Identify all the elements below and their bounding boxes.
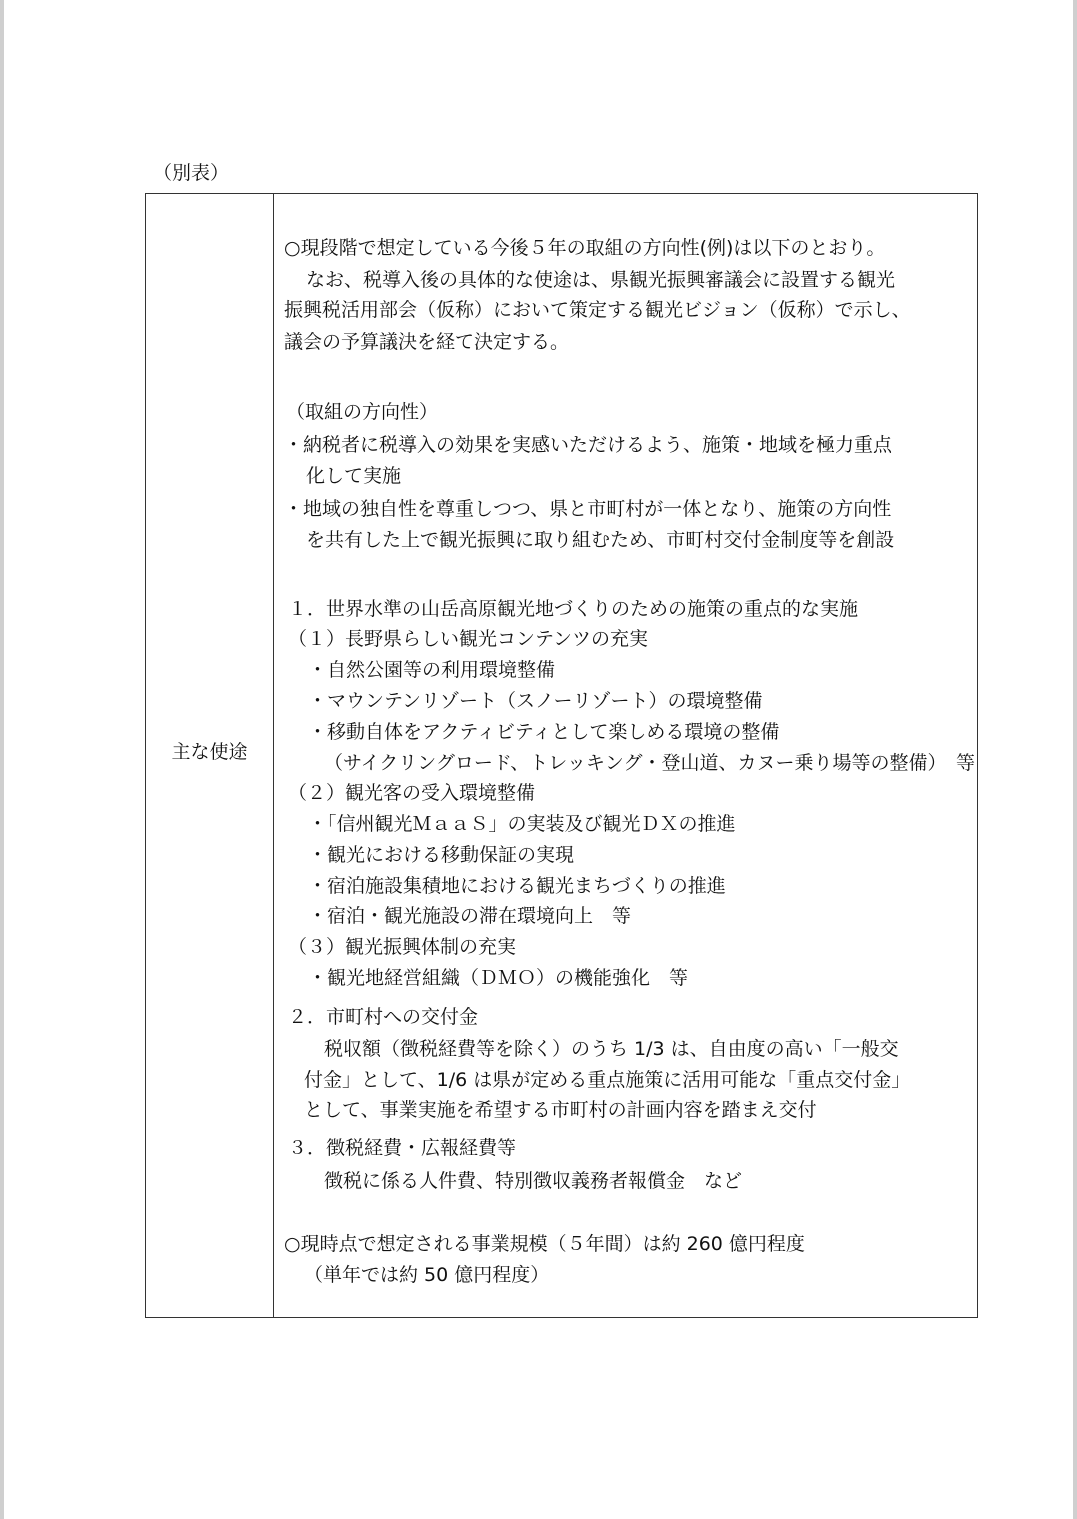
intro-line: 振興税活用部会（仮称）において策定する観光ビジョン（仮称）で示し、: [284, 299, 911, 321]
section2-line: 付金」として、1/6 は県が定める重点施策に活用可能な「重点交付金」: [304, 1069, 911, 1091]
page-edge-left: [0, 0, 4, 1519]
direction-line: ・納税者に税導入の効果を実感いただけるよう、施策・地域を極力重点: [284, 434, 893, 456]
section1-item: ・「信州観光ＭａａＳ」の実装及び観光ＤＸの推進: [308, 813, 736, 835]
section1-item-note: （サイクリングロード、トレッキング・登山道、カヌー乗り場等の整備） 等: [324, 752, 975, 774]
direction-line: を共有した上で観光振興に取り組むため、市町村交付金制度等を創設: [306, 529, 895, 551]
direction-heading: （取組の方向性）: [286, 401, 439, 423]
section3-line: 徴税に係る人件費、特別徴収義務者報償金 など: [324, 1170, 743, 1192]
intro-line: 議会の予算議決を経て決定する。: [284, 331, 570, 353]
section1-item: ・観光地経営組織（ＤＭＯ）の機能強化 等: [308, 967, 689, 989]
section1-item: ・自然公園等の利用環境整備: [308, 659, 556, 681]
section1-item: ・宿泊・観光施設の滞在環境向上 等: [308, 905, 632, 927]
section1-subheading: （１）長野県らしい観光コンテンツの充実: [288, 628, 649, 650]
intro-line: ○現段階で想定している今後５年の取組の方向性(例)は以下のとおり。: [284, 237, 886, 259]
usage-table: [145, 193, 978, 1318]
section2-heading: ２．市町村への交付金: [288, 1006, 479, 1028]
intro-line: なお、税導入後の具体的な使途は、県観光振興審議会に設置する観光: [306, 269, 896, 291]
section1-subheading: （３）観光振興体制の充実: [288, 936, 517, 958]
direction-line: ・地域の独自性を尊重しつつ、県と市町村が一体となり、施策の方向性: [284, 498, 892, 520]
section1-heading: １．世界水準の山岳高原観光地づくりのための施策の重点的な実施: [288, 598, 859, 620]
section2-line: として、事業実施を希望する市町村の計画内容を踏まえ交付: [304, 1099, 817, 1121]
section2-line: 税収額（徴税経費等を除く）のうち 1/3 は、自由度の高い「一般交: [324, 1038, 899, 1060]
column-divider: [273, 194, 274, 1317]
section1-subheading: （２）観光客の受入環境整備: [288, 782, 536, 804]
page-edge-right: [1073, 0, 1077, 1519]
scale-line: ○現時点で想定される事業規模（５年間）は約 260 億円程度: [284, 1233, 805, 1255]
row-label: 主な使途: [171, 741, 248, 763]
section1-item: ・観光における移動保証の実現: [308, 844, 575, 866]
direction-line: 化して実施: [306, 465, 402, 487]
section3-heading: ３．徴税経費・広報経費等: [288, 1137, 517, 1159]
table-caption: （別表）: [153, 162, 230, 184]
section1-item: ・宿泊施設集積地における観光まちづくりの推進: [308, 875, 726, 897]
section1-item: ・移動自体をアクティビティとして楽しめる環境の整備: [308, 721, 780, 743]
scale-line: （単年では約 50 億円程度）: [304, 1264, 550, 1286]
section1-item: ・マウンテンリゾート（スノーリゾート）の環境整備: [308, 690, 763, 712]
